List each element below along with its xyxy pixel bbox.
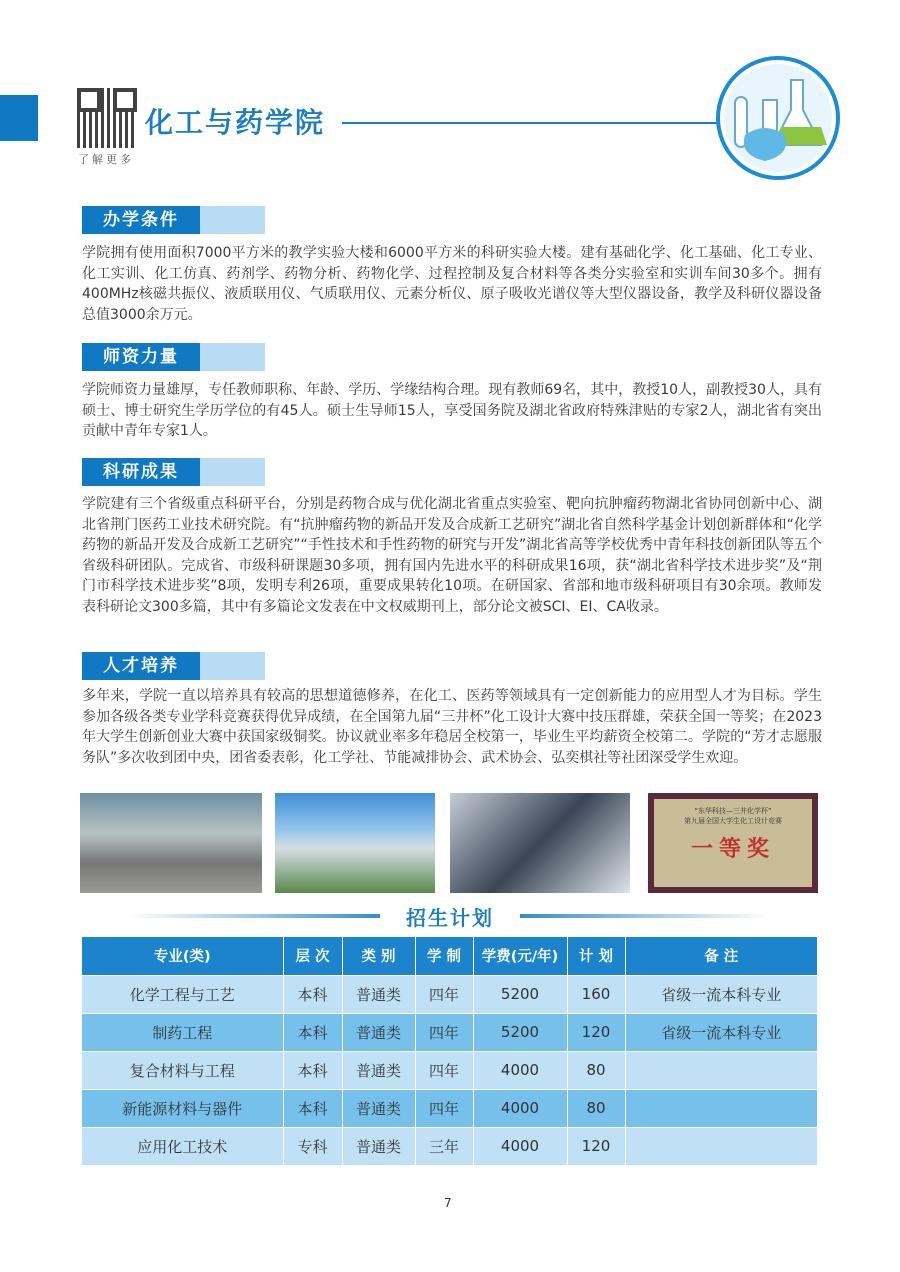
section-text-faculty: 学院师资力量雄厚，专任教师职称、年龄、学历、学缘结构合理。现有教师69名，其中，教授10人，副教授30人，具有硕士、博士研究生学历学位的有45人。硕士生导师15人，享受国务院及湖北省政府特殊津贴的专家2人，湖北省有突出贡献中青年专家1人。 (82, 382, 822, 439)
table-cell: 本科 (283, 1089, 342, 1127)
table-cell: 普通类 (342, 1127, 415, 1165)
table-row (82, 1051, 818, 1089)
table-cell: 4000 (473, 1127, 567, 1165)
enrollment-title: 招生计划 (380, 902, 520, 931)
table-cell: 本科 (283, 1013, 342, 1051)
section-text-research: 学院建有三个省级重点科研平台，分别是药物合成与优化湖北省重点实验室、靶向抗肿瘤药物湖北省协同创新中心、湖北省荆门医药工业技术研究院。有“抗肿瘤药物的新品开发及合成新工艺研究”湖北省自然科学基金计划创新群体和“化学药物的新品开发及合成新工艺研究”“手性技术和手性药物的研究与开发”湖北省高等学校优秀中青年科技创新团队等五个省级科研团队。完成省、市级科研课题30多项，拥有国内先进水平的科研成果16项，获“湖北省科学技术进步奖”及“荆门市科学技术进步奖”8项，发明专利26项，重要成果转化10项。在研国家、省部和地市级科研项目有30余项。教师发表科研论文300多篇，其中有多篇论文发表在中文权威期刊上，部分论文被SCI、EI、CA收录。 (82, 496, 822, 615)
title-divider (342, 122, 717, 124)
table-cell: 新能源材料与器件 (82, 1089, 283, 1127)
photo-lab-instruments (450, 793, 630, 893)
table-cell (625, 1089, 818, 1127)
table-cell: 120 (567, 1013, 625, 1051)
table-cell: 四年 (415, 1051, 473, 1089)
column-header: 学费(元/年) (473, 937, 567, 975)
table-cell (625, 1051, 818, 1089)
table-cell: 省级一流本科专业 (625, 975, 818, 1013)
section-header-facilities (82, 206, 265, 234)
table-cell: 复合材料与工程 (82, 1051, 283, 1089)
photo-campus-building (275, 793, 435, 893)
table-cell: 制药工程 (82, 1013, 283, 1051)
enrollment-table (82, 937, 818, 1165)
table-cell: 5200 (473, 975, 567, 1013)
table-row (82, 1089, 818, 1127)
flask-illustration-icon (715, 55, 841, 181)
table-cell: 普通类 (342, 1051, 415, 1089)
table-cell: 本科 (283, 1051, 342, 1089)
column-header: 备 注 (625, 937, 818, 975)
section-title: 办学条件 (82, 206, 200, 234)
decorative-block (0, 95, 38, 141)
table-cell: 4000 (473, 1089, 567, 1127)
table-cell: 80 (567, 1051, 625, 1089)
table-cell: 普通类 (342, 1089, 415, 1127)
table-cell: 四年 (415, 975, 473, 1013)
section-text-facilities: 学院拥有使用面积7000平方米的教学实验大楼和6000平方米的科研实验大楼。建有基础化学、化工基础、化工专业、化工实训、化工仿真、药剂学、药物分析、药物化学、过程控制及复合材料等各类分实验室和实训车间30多个。拥有400MHz核磁共振仪、液质联用仪、气质联用仪、元素分析仪、原子吸收光谱仪等大型仪器设备，教学及科研仪器设备总值3000余万元。 (82, 245, 822, 323)
section-header-faculty (82, 343, 265, 371)
table-cell: 5200 (473, 1013, 567, 1051)
photo-award-plaque (648, 793, 818, 893)
table-cell: 120 (567, 1127, 625, 1165)
table-cell: 专科 (283, 1127, 342, 1165)
plaque-award: 一等奖 (690, 837, 775, 862)
table-cell: 化学工程与工艺 (82, 975, 283, 1013)
page-title: 化工与药学院 (145, 106, 326, 139)
table-cell: 省级一流本科专业 (625, 1013, 818, 1051)
section-title: 人才培养 (82, 652, 200, 680)
table-cell: 四年 (415, 1089, 473, 1127)
table-cell: 普通类 (342, 975, 415, 1013)
section-header-talent (82, 652, 265, 680)
table-row (82, 975, 818, 1013)
table-row (82, 1013, 818, 1051)
section-title: 师资力量 (82, 343, 200, 371)
table-cell: 普通类 (342, 1013, 415, 1051)
section-title: 科研成果 (82, 458, 200, 486)
table-cell: 4000 (473, 1051, 567, 1089)
section-header-research (82, 458, 265, 486)
plaque-line2: 第九届全国大学生化工设计竞赛 (684, 817, 782, 825)
plaque-line1: “东华科技—三井化学杯” (694, 807, 772, 815)
table-cell: 本科 (283, 975, 342, 1013)
table-cell: 160 (567, 975, 625, 1013)
qr-code[interactable] (77, 88, 137, 148)
column-header: 学 制 (415, 937, 473, 975)
column-header: 类 别 (342, 937, 415, 975)
column-header: 计 划 (567, 937, 625, 975)
page-number: 7 (444, 1196, 452, 1210)
photo-building-entrance (80, 793, 262, 893)
table-row (82, 1127, 818, 1165)
table-cell (625, 1127, 818, 1165)
table-cell: 四年 (415, 1013, 473, 1051)
table-header-row (82, 937, 818, 975)
column-header: 层 次 (283, 937, 342, 975)
column-header: 专业(类) (82, 937, 283, 975)
table-cell: 80 (567, 1089, 625, 1127)
table-cell: 应用化工技术 (82, 1127, 283, 1165)
qr-label: 了解更多 (78, 153, 134, 166)
table-cell: 三年 (415, 1127, 473, 1165)
section-text-talent: 多年来，学院一直以培养具有较高的思想道德修养，在化工、医药等领域具有一定创新能力的应用型人才为目标。学生参加各级各类专业学科竞赛获得优异成绩，在全国第九届“三井杯”化工设计大赛中技压群雄，荣获全国一等奖；在2023年大学生创新创业大赛中获国家级铜奖。协议就业率多年稳居全校第一，毕业生平均薪资全校第二。学院的“芳才志愿服务队”多次收到团中央，团省委表彰，化工学社、节能减排协会、武术协会、弘奕棋社等社团深受学生欢迎。 (82, 688, 822, 766)
